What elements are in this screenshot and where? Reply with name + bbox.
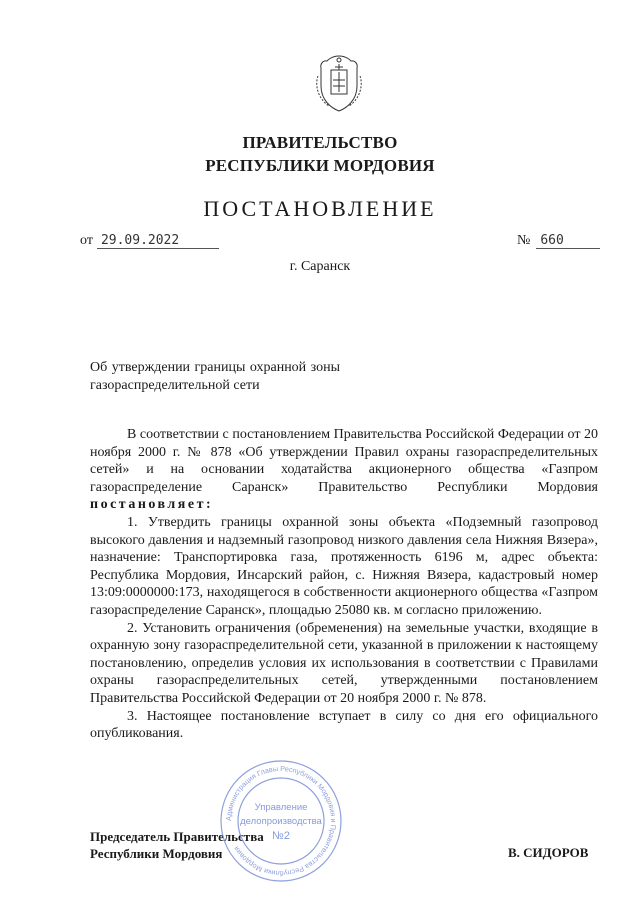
number-field (517, 233, 600, 249)
item-3: 3. Настоящее постановление вступает в силу со дня его официального опубликования. (90, 708, 598, 742)
date-prefix: от (80, 233, 93, 248)
coat-of-arms-emblem (313, 52, 365, 114)
position-line-1: Председатель Правительства (90, 829, 264, 844)
stamp-line-2: делопроизводства (240, 816, 322, 827)
document-subject: Об утверждении границы охранной зоны газораспределительной сети (90, 360, 340, 393)
intro-text: В соответствии с постановлением Правительства Российской Федерации от 20 ноября 2000 г. № 878 «Об утверждении Правил охраны газораспределительных сетей» и на основании ходатайства акционерного общества «Газпром газораспределение Саранск» Правительство Республики Мордовия (90, 427, 598, 495)
number-prefix: № (517, 233, 531, 248)
republic-title: РЕСПУБЛИКИ МОРДОВИЯ (205, 156, 435, 175)
official-stamp (218, 758, 344, 884)
decree-word: постановляет: (90, 497, 214, 513)
date-field (80, 233, 219, 249)
item-1: 1. Утвердить границы охранной зоны объекта «Подземный газопровод высокого давления и надземный газопровод низкого давления села Нижняя Вязера», назначение: Транспортировка газа, протяженность 6196 м, адрес объекта: Республика Мордовия, Инсарский район, с. Нижняя Вязера, кадастровый номер 13:09:0000000:173, находящегося в собственности акционерного общества «Газпром газораспределение Саранск», площадью 25080 кв. м согласно приложению. (90, 514, 598, 618)
document-type: ПОСТАНОВЛЕНИЕ (203, 196, 437, 221)
item-2: 2. Установить ограничения (обременения) на земельные участки, входящие в охранную зону газораспределительной сети, указанной в приложении к настоящему постановлению, определив условия их использования в соответствии с Правилами охраны газораспределительных сетей, утвержденными постановлением Правительства Российской Федерации от 20 ноября 2000 г. № 878. (90, 620, 598, 706)
government-title: ПРАВИТЕЛЬСТВО (242, 133, 398, 152)
stamp-line-1: Управление (254, 802, 308, 813)
stamp-line-3: №2 (272, 830, 290, 842)
stamp-ring-text: Администрация Главы Республики Мордовия и Правительства Республики Мордовия (223, 763, 339, 879)
signatory-name: В. СИДОРОВ (508, 845, 589, 860)
position-line-2: Республики Мордовия (90, 846, 223, 861)
document-number: 660 (536, 233, 600, 249)
city-name: г. Саранск (289, 259, 351, 274)
intro-paragraph (90, 426, 598, 514)
document-date: 29.09.2022 (97, 233, 219, 249)
document-body (90, 426, 598, 743)
